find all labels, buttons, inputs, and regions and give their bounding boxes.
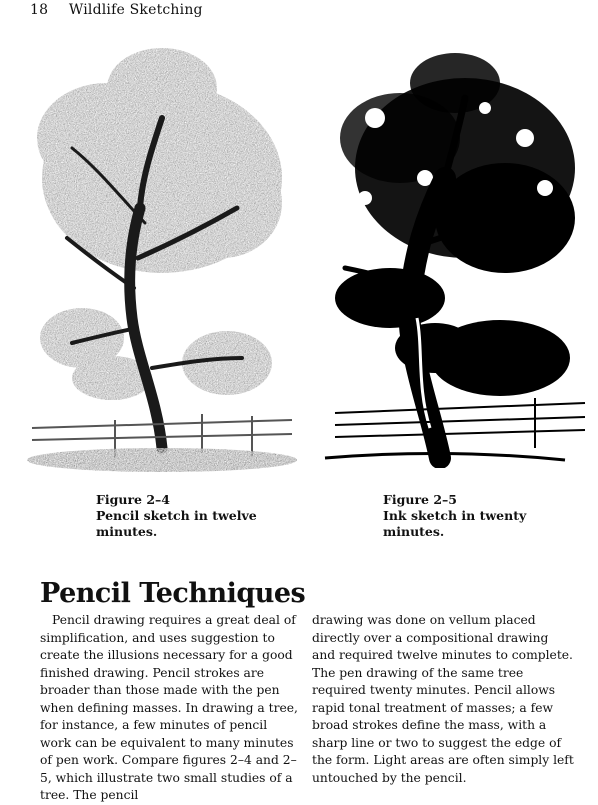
ink-tree-illustration: [305, 28, 595, 468]
pencil-tree-illustration: [12, 28, 312, 478]
body-text-left-column: Pencil drawing requires a great deal of simplification, and uses suggestion to create the illusions necessary for a good finished drawing. Pencil strokes are broader than those made with the pen when defining masses. In drawing a tree, for instance, a few minutes of pencil work can be equivalent to many minutes of pen work. Compare figures 2–4 and 2–5, which illustrate two small studies of a tree. The pencil: [40, 613, 298, 802]
running-title: Wildlife Sketching: [68, 2, 203, 18]
figure-2-5-caption: [383, 492, 553, 540]
running-header: [30, 2, 203, 18]
figure-caption-text: Ink sketch in twenty minutes.: [383, 508, 527, 539]
section-heading: Pencil Techniques: [40, 578, 306, 609]
page-number: 18: [30, 2, 49, 18]
figure-label: Figure 2–5: [383, 492, 457, 507]
figure-2-4-caption: [96, 492, 266, 540]
figure-label: Figure 2–4: [96, 492, 170, 507]
body-text-right-column: drawing was done on vellum placed directly over a compositional drawing and required twelve minutes to complete. The pen drawing of the same tree required twenty minutes. Pencil allows rapid tonal treatment of masses; a few broad strokes define the mass, with a sharp line or two to suggest the edge of the form. Light areas are often simply left untouched by the pencil.: [312, 613, 574, 785]
figure-caption-text: Pencil sketch in twelve minutes.: [96, 508, 257, 539]
